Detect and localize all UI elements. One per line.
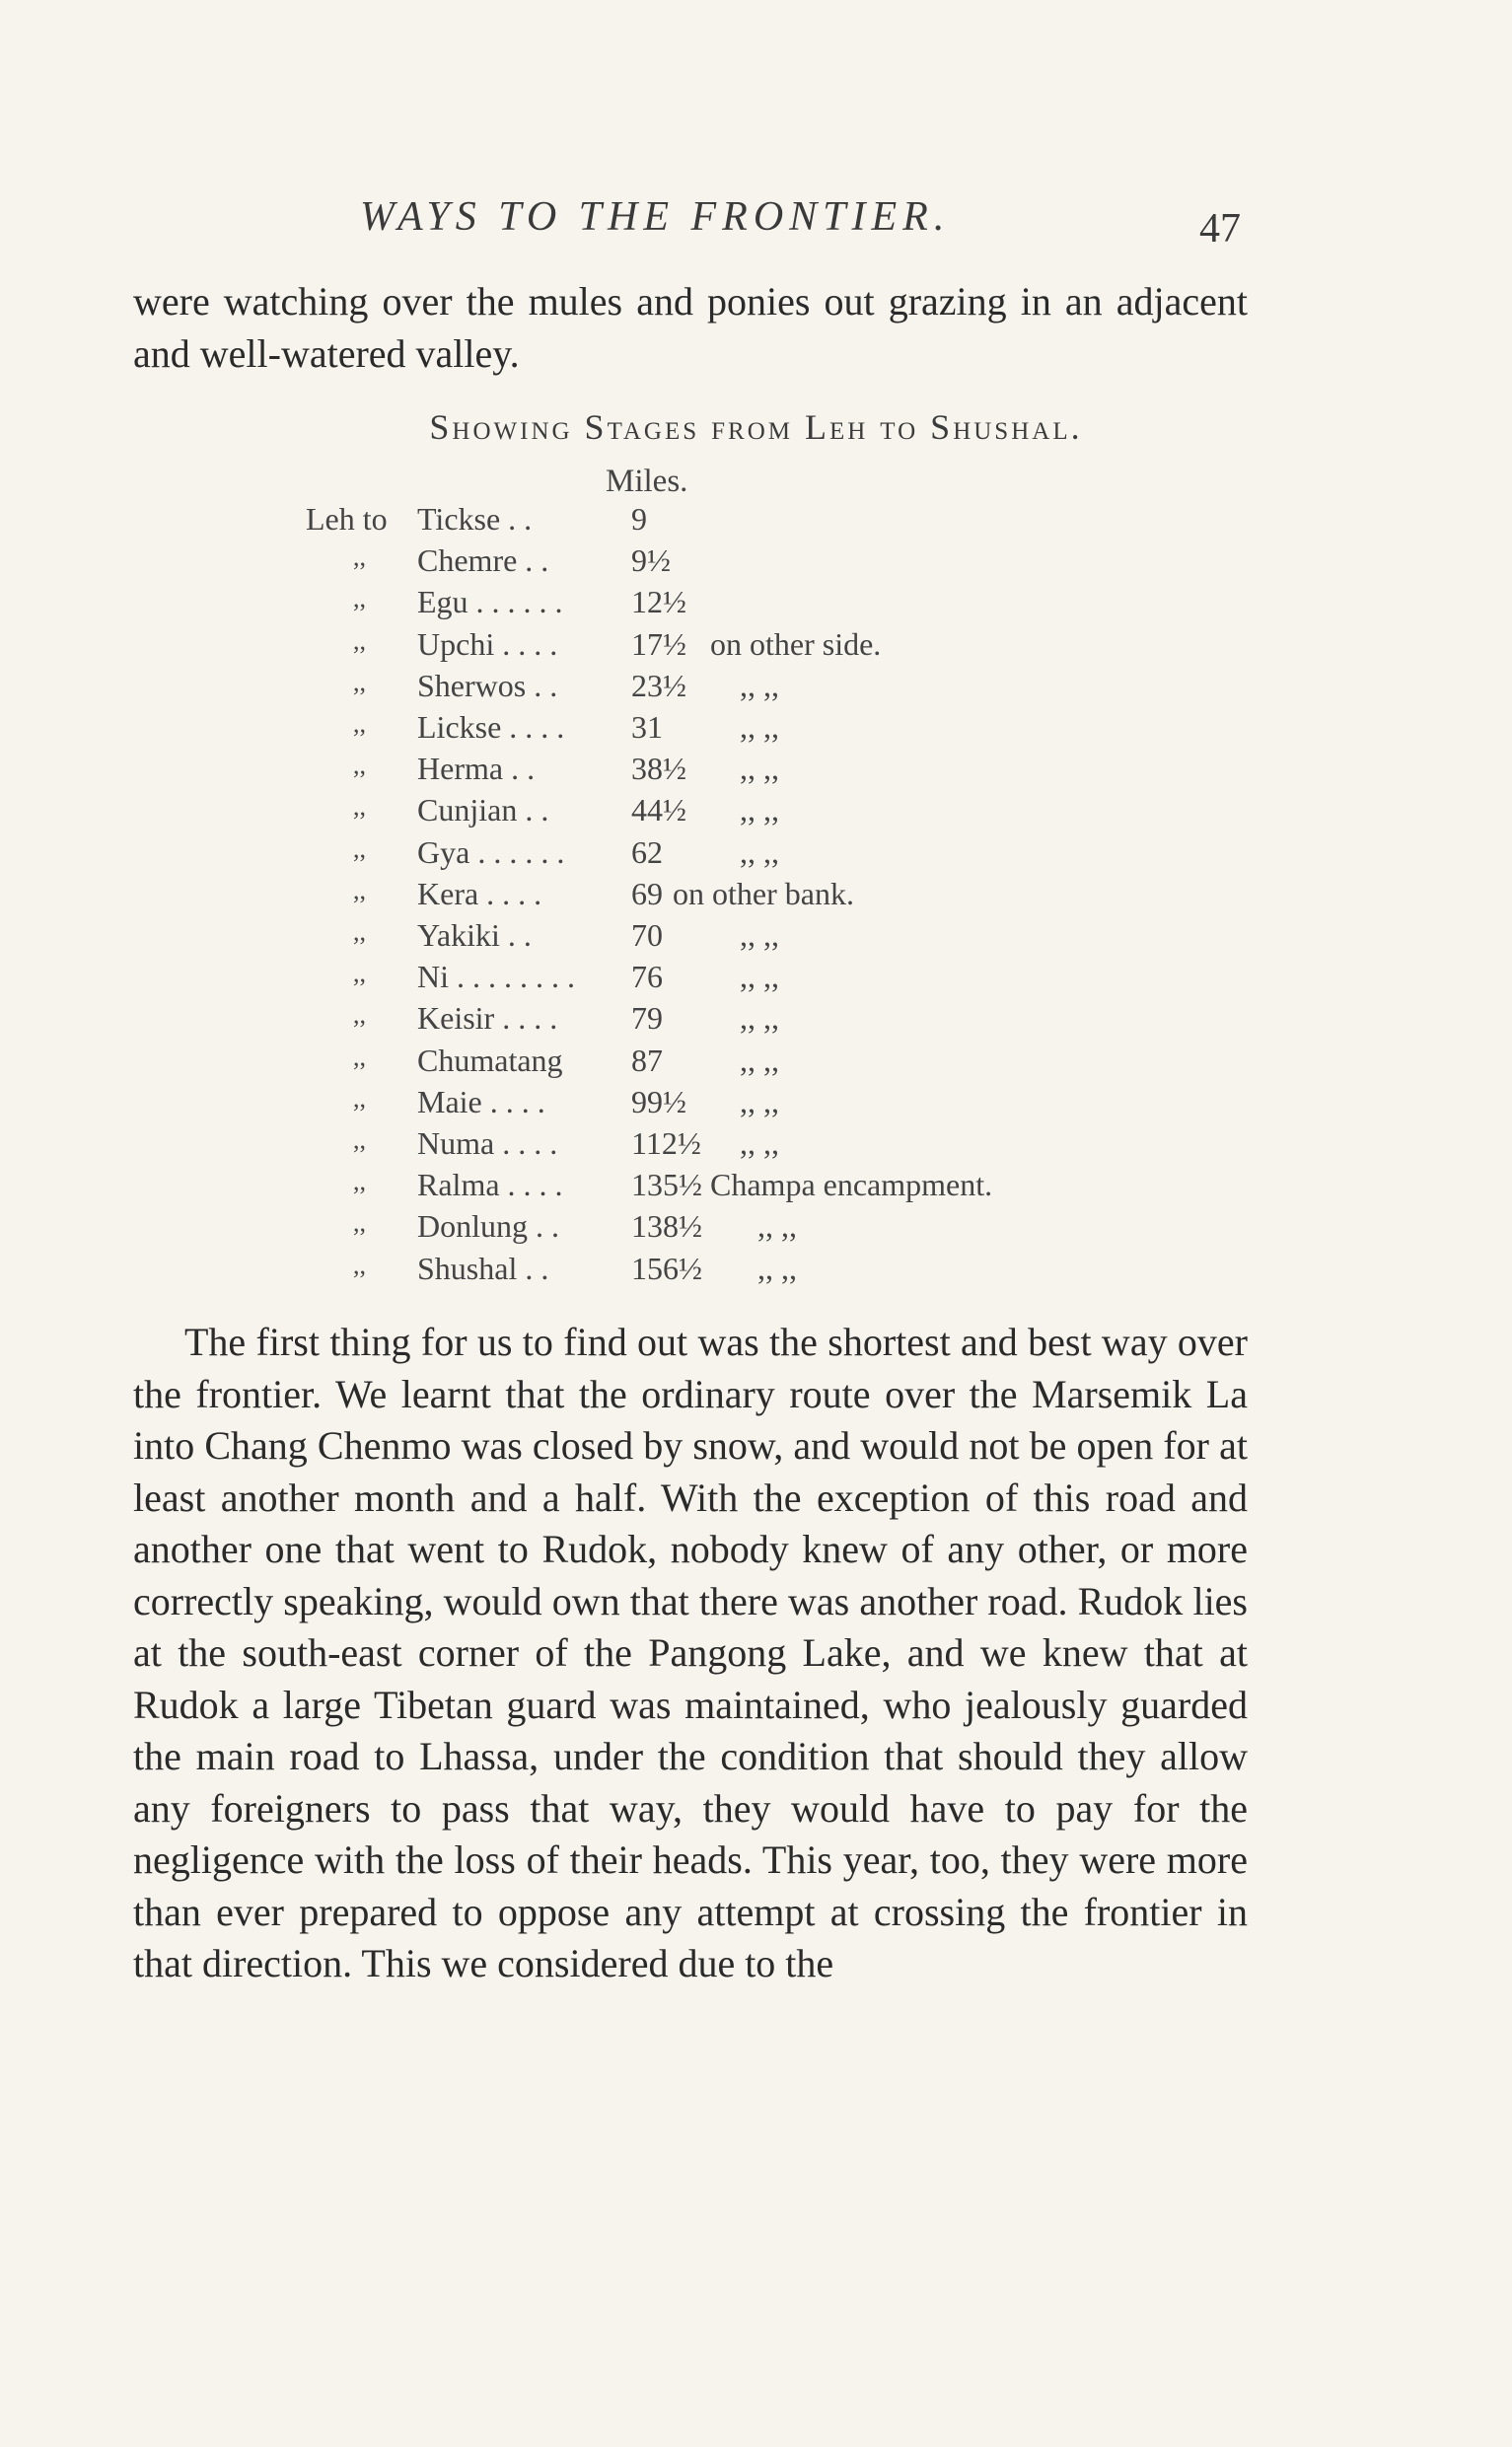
- table-row: [306, 751, 1095, 792]
- stage-miles: 70: [631, 917, 663, 953]
- stage-place: Ni . . . . . . . .: [417, 959, 575, 995]
- stage-miles: 9½: [631, 542, 671, 579]
- stage-place: Egu . . . . . .: [417, 584, 563, 620]
- stage-miles: 23½: [631, 667, 686, 703]
- page-number: 47: [1199, 206, 1241, 252]
- table-row: [306, 1000, 1095, 1042]
- table-row: [306, 709, 1095, 751]
- table-row: [306, 584, 1095, 625]
- from-label: Leh to: [306, 501, 388, 537]
- table-row: [306, 792, 1095, 833]
- stage-place: Kera . . . .: [417, 875, 542, 911]
- ditto-mark: ,,: [353, 917, 366, 946]
- ditto-mark: ,,: [353, 584, 366, 613]
- stage-remark: ,, ,,: [740, 1125, 779, 1161]
- table-row: [306, 959, 1095, 1000]
- stage-place: Numa . . . .: [417, 1125, 558, 1161]
- ditto-mark: ,,: [353, 542, 366, 572]
- stage-place: Maie . . . .: [417, 1083, 545, 1119]
- table-row: [306, 626, 1095, 668]
- stage-miles: 31: [631, 709, 663, 745]
- miles-column-header: Miles.: [606, 464, 688, 499]
- stage-place: Donlung . .: [417, 1208, 559, 1245]
- stage-place: Herma . .: [417, 751, 536, 787]
- stage-miles: 99½: [631, 1083, 686, 1119]
- stage-miles: 156½: [631, 1250, 702, 1286]
- stage-place: Yakiki . .: [417, 917, 532, 953]
- stage-miles: 135½: [631, 1167, 702, 1203]
- table-row: [306, 1125, 1095, 1167]
- table-row: [306, 501, 1095, 542]
- stage-place: Ralma . . . .: [417, 1167, 563, 1203]
- stage-miles: 38½: [631, 751, 686, 787]
- ditto-mark: ,,: [353, 625, 366, 655]
- ditto-mark: ,,: [353, 1208, 366, 1238]
- stage-place: Chemre . .: [417, 542, 549, 579]
- table-row: [306, 668, 1095, 709]
- stage-remark: ,, ,,: [740, 917, 779, 953]
- stage-remark: ,, ,,: [757, 1208, 797, 1245]
- stage-remark: Champa encampment.: [710, 1167, 993, 1203]
- running-title: WAYS TO THE FRONTIER.: [360, 194, 951, 240]
- stage-remark: ,, ,,: [740, 792, 779, 828]
- ditto-mark: ,,: [353, 833, 366, 863]
- ditto-mark: ,,: [353, 709, 366, 738]
- stage-miles: 44½: [631, 792, 686, 828]
- stage-remark: ,, ,,: [740, 1083, 779, 1119]
- main-paragraph: The first thing for us to find out was the shortest and best way over the frontier. We learnt that the ordinary route over the Marsemik La into Chang Chenmo was closed by snow, and would not be open for at least another month and a half. With the exception of this road and another one that went to Rudok, nobody knew of any other, or more correctly speaking, would own that there was another road. Rudok lies at the south-east corner of the Pangong Lake, and we knew that at Rudok a large Tibetan guard was maintained, who jealously guarded the main road to Lhassa, under the condition that should they allow any foreigners to pass that way, they would have to pay for the negligence with the loss of their heads. This year, too, they were more than ever prepared to oppose any attempt at crossing the frontier in that direction. This we considered due to the: [133, 1320, 1248, 1985]
- ditto-mark: ,,: [353, 792, 366, 822]
- stage-miles: 76: [631, 959, 663, 995]
- stage-place: Upchi . . . .: [417, 625, 558, 662]
- stage-miles: 9: [631, 501, 647, 537]
- stage-remark: ,, ,,: [740, 1000, 779, 1037]
- ditto-mark: ,,: [353, 751, 366, 780]
- stage-miles: 112½: [631, 1125, 701, 1161]
- running-head: [0, 193, 1512, 252]
- stage-miles: 12½: [631, 584, 686, 620]
- ditto-mark: ,,: [353, 667, 366, 696]
- ditto-mark: ,,: [353, 875, 366, 904]
- ditto-mark: ,,: [353, 1042, 366, 1071]
- table-row: [306, 1251, 1095, 1292]
- table-row: [306, 1084, 1095, 1125]
- table-row: [306, 876, 1095, 917]
- stage-place: Sherwos . .: [417, 667, 558, 703]
- stage-remark: ,, ,,: [740, 751, 779, 787]
- stage-place: Tickse . .: [417, 501, 533, 537]
- stage-place: Gya . . . . . .: [417, 833, 565, 870]
- table-row: [306, 542, 1095, 584]
- stage-remark: ,, ,,: [740, 709, 779, 745]
- stage-miles: 79: [631, 1000, 663, 1037]
- ditto-mark: ,,: [353, 1250, 366, 1279]
- stage-place: Cunjian . .: [417, 792, 549, 828]
- table-caption: Showing Stages from Leh to Shushal.: [429, 407, 1083, 447]
- table-row: [306, 1167, 1095, 1208]
- table-row: [306, 917, 1095, 959]
- stage-remark: ,, ,,: [740, 959, 779, 995]
- table-row: [306, 834, 1095, 876]
- stage-remark: ,, ,,: [740, 1042, 779, 1078]
- ditto-mark: ,,: [353, 1125, 366, 1154]
- table-row: [306, 1208, 1095, 1250]
- stage-miles: 62: [631, 833, 663, 870]
- stage-place: Chumatang: [417, 1042, 563, 1078]
- ditto-mark: ,,: [353, 1083, 366, 1113]
- stage-place: Lickse . . . .: [417, 709, 565, 745]
- stage-remark: on other bank.: [673, 875, 854, 911]
- stage-remark: ,, ,,: [757, 1250, 797, 1286]
- stage-miles: 17½: [631, 625, 686, 662]
- ditto-mark: ,,: [353, 1167, 366, 1196]
- ditto-mark: ,,: [353, 959, 366, 988]
- ditto-mark: ,,: [353, 1000, 366, 1030]
- stage-miles: 138½: [631, 1208, 702, 1245]
- stage-place: Shushal . .: [417, 1250, 549, 1286]
- stage-remark: on other side.: [710, 625, 882, 662]
- table-row: [306, 1043, 1095, 1084]
- stage-remark: ,, ,,: [740, 833, 779, 870]
- stage-miles: 87: [631, 1042, 663, 1078]
- stage-miles: 69: [631, 875, 663, 911]
- stage-remark: ,, ,,: [740, 667, 779, 703]
- opening-paragraph: were watching over the mules and ponies out grazing in an adjacent and well-watered valley.: [133, 279, 1248, 376]
- stage-place: Keisir . . . .: [417, 1000, 558, 1037]
